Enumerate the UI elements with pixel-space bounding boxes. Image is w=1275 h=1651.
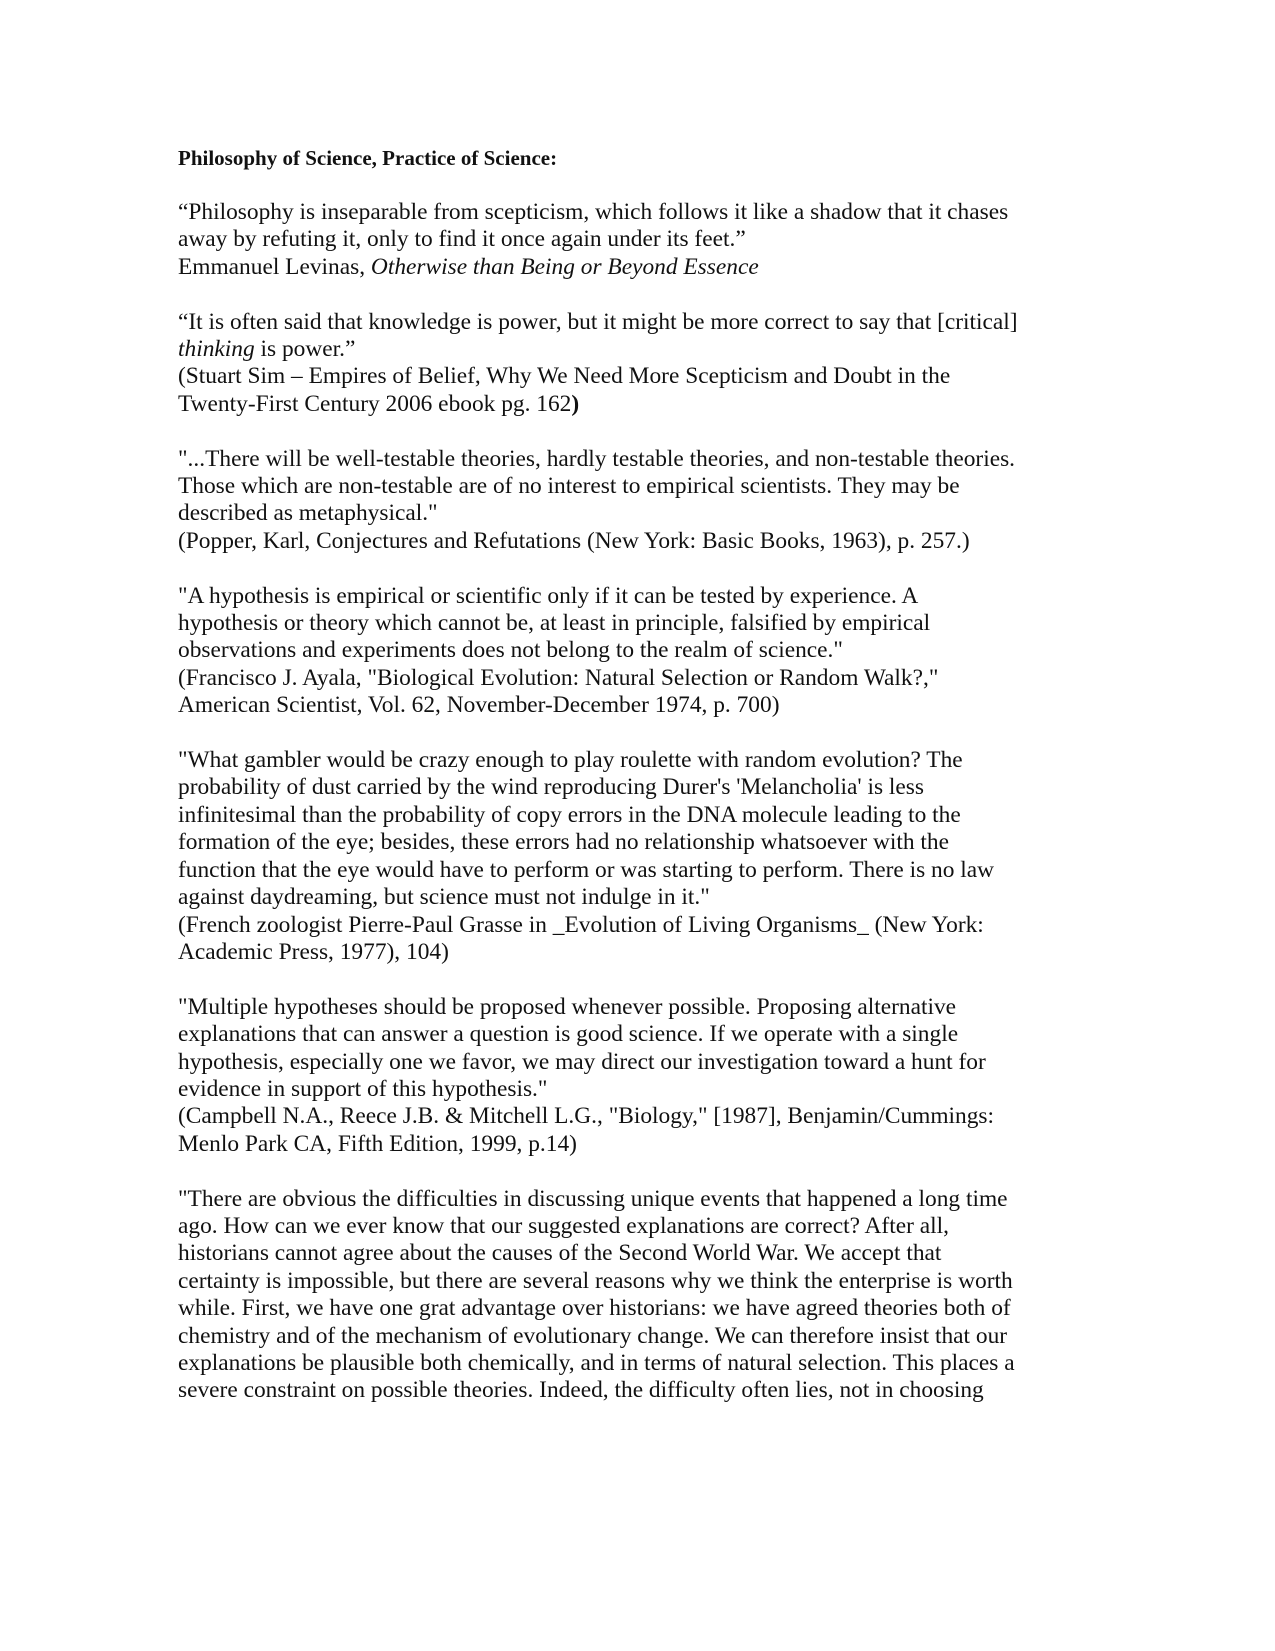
document-title: Philosophy of Science, Practice of Science: <box>178 146 558 170</box>
quote-source-line: (Stuart Sim – Empires of Belief, Why We Need More Scepticism and Doubt in the <box>178 363 951 390</box>
source-author: Emmanuel Levinas, <box>178 253 371 280</box>
quote-sim <box>178 309 1058 419</box>
quote-source-line: Academic Press, 1977), 104) <box>178 938 449 965</box>
quote-text-line: explanations that can answer a question is good science. If we operate with a single <box>178 1021 959 1048</box>
quote-text-line: function that the eye would have to perform or was starting to perform. There is no law <box>178 856 995 883</box>
quote-text-line: hypothesis or theory which cannot be, at least in principle, falsified by empirical <box>178 610 931 637</box>
quote-text-line: infinitesimal than the probability of copy errors in the DNA molecule leading to the <box>178 801 961 828</box>
quote-grasse <box>178 747 1058 966</box>
quote-text-line: "A hypothesis is empirical or scientific only if it can be tested by experience. A <box>178 582 919 609</box>
quote-text-line: evidence in support of this hypothesis." <box>178 1075 548 1102</box>
quote-text-line: described as metaphysical." <box>178 500 438 527</box>
quote-source-line <box>178 391 1058 418</box>
document-page <box>178 145 1058 1432</box>
quote-text-line: probability of dust carried by the wind reproducing Durer's 'Melancholia' is less <box>178 774 925 801</box>
quote-source <box>178 254 1058 281</box>
quote-text-line: against daydreaming, but science must not indulge in it." <box>178 884 710 911</box>
quote-text-line: "What gambler would be crazy enough to play roulette with random evolution? The <box>178 747 963 774</box>
quote-text-line: “It is often said that knowledge is power, but it might be more correct to say that [critical] <box>178 308 1018 335</box>
quote-text-fragment: is power.” <box>254 336 356 363</box>
quote-source-line: (Francisco J. Ayala, "Biological Evolution: Natural Selection or Random Walk?," <box>178 664 939 691</box>
quote-text-line: formation of the eye; besides, these errors had no relationship whatsoever with the <box>178 829 950 856</box>
quote-text-line: “Philosophy is inseparable from scepticism, which follows it like a shadow that it chases <box>178 199 1009 225</box>
quote-source-line: (Popper, Karl, Conjectures and Refutations (New York: Basic Books, 1963), p. 257.) <box>178 527 970 554</box>
quote-campbell <box>178 994 1058 1158</box>
quote-text-line: observations and experiments does not belong to the realm of science." <box>178 637 843 664</box>
quote-text-line: severe constraint on possible theories. Indeed, the difficulty often lies, not in choosing <box>178 1377 984 1404</box>
quote-text-line: certainty is impossible, but there are several reasons why we think the enterprise is worth <box>178 1267 1013 1294</box>
quote-text-line: while. First, we have one grat advantage over historians: we have agreed theories both of <box>178 1295 1011 1322</box>
quote-popper <box>178 446 1058 556</box>
quote-text-line: ago. How can we ever know that our suggested explanations are correct? After all, <box>178 1212 949 1239</box>
quote-text-line: "There are obvious the difficulties in discussing unique events that happened a long time <box>178 1185 1008 1212</box>
quote-ayala <box>178 583 1058 720</box>
quote-text-line: "Multiple hypotheses should be proposed whenever possible. Proposing alternative <box>178 993 957 1020</box>
quote-unique-events <box>178 1186 1058 1405</box>
closing-paren: ) <box>571 390 580 417</box>
emphasized-word: thinking <box>178 336 255 363</box>
quote-source-fragment: Twenty-First Century 2006 ebook pg. 162 <box>178 390 572 417</box>
source-work-title: Otherwise than Being or Beyond Essence <box>370 253 759 280</box>
quote-text-line: chemistry and of the mechanism of evolutionary change. We can therefore insist that our <box>178 1322 1008 1349</box>
quote-text-line: hypothesis, especially one we favor, we may direct our investigation toward a hunt for <box>178 1048 986 1075</box>
quote-source-line: Menlo Park CA, Fifth Edition, 1999, p.14) <box>178 1130 577 1157</box>
quote-text-line: Those which are non-testable are of no interest to empirical scientists. They may be <box>178 473 960 500</box>
quote-text-line: away by refuting it, only to find it once again under its feet.” <box>178 226 746 253</box>
quote-source-line: (Campbell N.A., Reece J.B. & Mitchell L.G., "Biology," [1987], Benjamin/Cummings: <box>178 1103 995 1130</box>
quote-source-line: American Scientist, Vol. 62, November-December 1974, p. 700) <box>178 692 780 719</box>
quote-text-line: explanations be plausible both chemically, and in terms of natural selection. This places a <box>178 1349 1015 1376</box>
quote-source-line: (French zoologist Pierre-Paul Grasse in _Evolution of Living Organisms_ (New York: <box>178 911 984 938</box>
quote-text-line <box>178 336 1058 363</box>
quote-levinas <box>178 199 1058 281</box>
quote-text-line: historians cannot agree about the causes of the Second World War. We accept that <box>178 1240 942 1267</box>
quote-text-line: "...There will be well-testable theories, hardly testable theories, and non-testable theories. <box>178 445 1016 472</box>
